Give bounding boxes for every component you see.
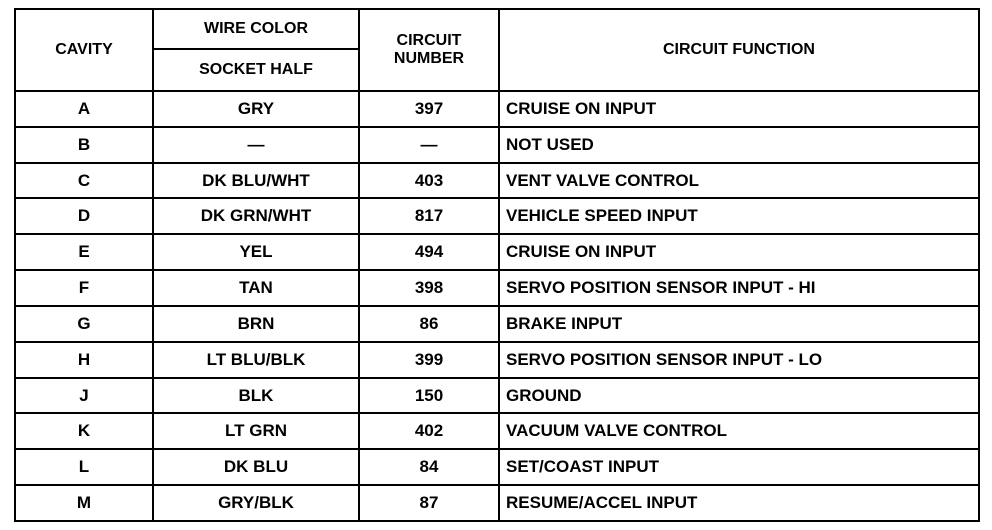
- header-circuit-function: CIRCUIT FUNCTION: [499, 9, 979, 91]
- circuit-number-cell: 87: [359, 485, 499, 521]
- circuit-number-cell: 150: [359, 378, 499, 414]
- circuit-number-cell: 86: [359, 306, 499, 342]
- circuit-function-cell: VEHICLE SPEED INPUT: [499, 198, 979, 234]
- wire-color-cell: YEL: [153, 234, 359, 270]
- header-circuit-line1: CIRCUIT: [396, 32, 462, 49]
- header-socket-half: SOCKET HALF: [153, 49, 359, 91]
- cavity-cell: J: [15, 378, 153, 414]
- table-row: [15, 198, 979, 234]
- header-circuit-number: [359, 9, 499, 91]
- table-row: [15, 378, 979, 414]
- wire-color-cell: GRY/BLK: [153, 485, 359, 521]
- circuit-function-cell: CRUISE ON INPUT: [499, 234, 979, 270]
- connector-cavity-table: [14, 8, 980, 522]
- circuit-number-cell: —: [359, 127, 499, 163]
- circuit-number-cell: 84: [359, 449, 499, 485]
- circuit-function-cell: SERVO POSITION SENSOR INPUT - HI: [499, 270, 979, 306]
- circuit-function-cell: NOT USED: [499, 127, 979, 163]
- circuit-function-cell: CRUISE ON INPUT: [499, 91, 979, 127]
- header-circuit-line2: NUMBER: [393, 50, 465, 67]
- circuit-number-cell: 399: [359, 342, 499, 378]
- cavity-cell: D: [15, 198, 153, 234]
- circuit-function-cell: RESUME/ACCEL INPUT: [499, 485, 979, 521]
- wire-color-cell: BLK: [153, 378, 359, 414]
- cavity-cell: C: [15, 163, 153, 199]
- circuit-function-cell: VACUUM VALVE CONTROL: [499, 413, 979, 449]
- table-body: [15, 91, 979, 521]
- cavity-cell: A: [15, 91, 153, 127]
- circuit-number-cell: 494: [359, 234, 499, 270]
- cavity-cell: M: [15, 485, 153, 521]
- wire-color-cell: DK GRN/WHT: [153, 198, 359, 234]
- table-row: [15, 127, 979, 163]
- header-cavity: CAVITY: [15, 9, 153, 91]
- circuit-number-cell: 398: [359, 270, 499, 306]
- circuit-function-cell: GROUND: [499, 378, 979, 414]
- table-row: [15, 449, 979, 485]
- cavity-cell: G: [15, 306, 153, 342]
- table-row: [15, 163, 979, 199]
- circuit-number-cell: 402: [359, 413, 499, 449]
- circuit-function-cell: VENT VALVE CONTROL: [499, 163, 979, 199]
- table-row: [15, 306, 979, 342]
- circuit-number-cell: 817: [359, 198, 499, 234]
- wire-color-cell: BRN: [153, 306, 359, 342]
- circuit-function-cell: BRAKE INPUT: [499, 306, 979, 342]
- cavity-cell: B: [15, 127, 153, 163]
- table-row: [15, 234, 979, 270]
- cavity-cell: K: [15, 413, 153, 449]
- wire-color-cell: —: [153, 127, 359, 163]
- cavity-cell: H: [15, 342, 153, 378]
- circuit-number-cell: 397: [359, 91, 499, 127]
- table-row: [15, 485, 979, 521]
- wire-color-cell: LT GRN: [153, 413, 359, 449]
- wire-color-cell: DK BLU: [153, 449, 359, 485]
- circuit-function-cell: SERVO POSITION SENSOR INPUT - LO: [499, 342, 979, 378]
- cavity-cell: F: [15, 270, 153, 306]
- wire-color-cell: DK BLU/WHT: [153, 163, 359, 199]
- wire-color-cell: GRY: [153, 91, 359, 127]
- circuit-function-cell: SET/COAST INPUT: [499, 449, 979, 485]
- table-row: [15, 270, 979, 306]
- cavity-cell: E: [15, 234, 153, 270]
- table-row: [15, 413, 979, 449]
- table-row: [15, 342, 979, 378]
- wire-color-cell: LT BLU/BLK: [153, 342, 359, 378]
- cavity-cell: L: [15, 449, 153, 485]
- wire-color-cell: TAN: [153, 270, 359, 306]
- circuit-number-cell: 403: [359, 163, 499, 199]
- table-row: [15, 91, 979, 127]
- header-wire-color: WIRE COLOR: [153, 9, 359, 49]
